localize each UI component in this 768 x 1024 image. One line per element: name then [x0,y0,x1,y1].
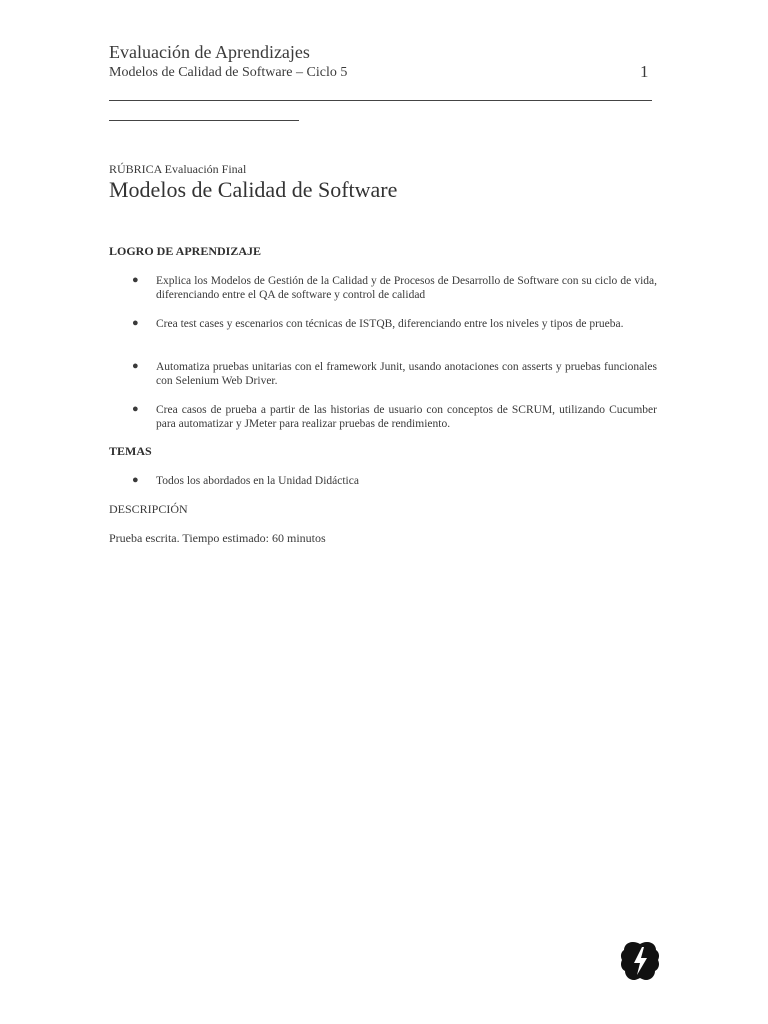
list-item-text: Todos los abordados en la Unidad Didáctica [156,475,359,487]
brain-logo-icon-graphic [620,940,660,982]
header-title: Evaluación de Aprendizajes [109,42,310,62]
bullet-icon: ● [132,317,139,329]
bullet-icon: ● [132,274,139,286]
bullet-icon: ● [132,403,139,415]
document-title: Modelos de Calidad de Software [109,177,398,202]
brain-logo-icon[interactable] [620,940,660,982]
list-item-text: Automatiza pruebas unitarias con el framework Junit, usando anotaciones con asserts y pruebas funcionales con Selenium Web Driver. [156,361,657,387]
temas-heading: TEMAS [109,444,152,458]
header-rule-long [109,100,652,101]
page-number: 1 [640,62,649,81]
header-rule-short [109,120,299,121]
bullet-icon: ● [132,474,139,486]
descripcion-text: Prueba escrita. Tiempo estimado: 60 minutos [109,531,326,545]
list-item-text: Crea casos de prueba a partir de las historias de usuario con conceptos de SCRUM, utilizando Cucumber para automatizar y JMeter para realizar pruebas de rendimiento. [156,404,657,430]
descripcion-heading: DESCRIPCIÓN [109,502,188,516]
bullet-icon: ● [132,360,139,372]
rubrica-label: RÚBRICA Evaluación Final [109,162,247,176]
header-subtitle: Modelos de Calidad de Software – Ciclo 5 [109,65,348,80]
list-item-text: Crea test cases y escenarios con técnicas de ISTQB, diferenciando entre los niveles y tipos de prueba. [156,318,624,330]
list-item-text: Explica los Modelos de Gestión de la Calidad y de Procesos de Desarrollo de Software con su ciclo de vida, diferenciando entre el QA de software y control de calidad [156,275,657,301]
logro-heading: LOGRO DE APRENDIZAJE [109,244,262,258]
